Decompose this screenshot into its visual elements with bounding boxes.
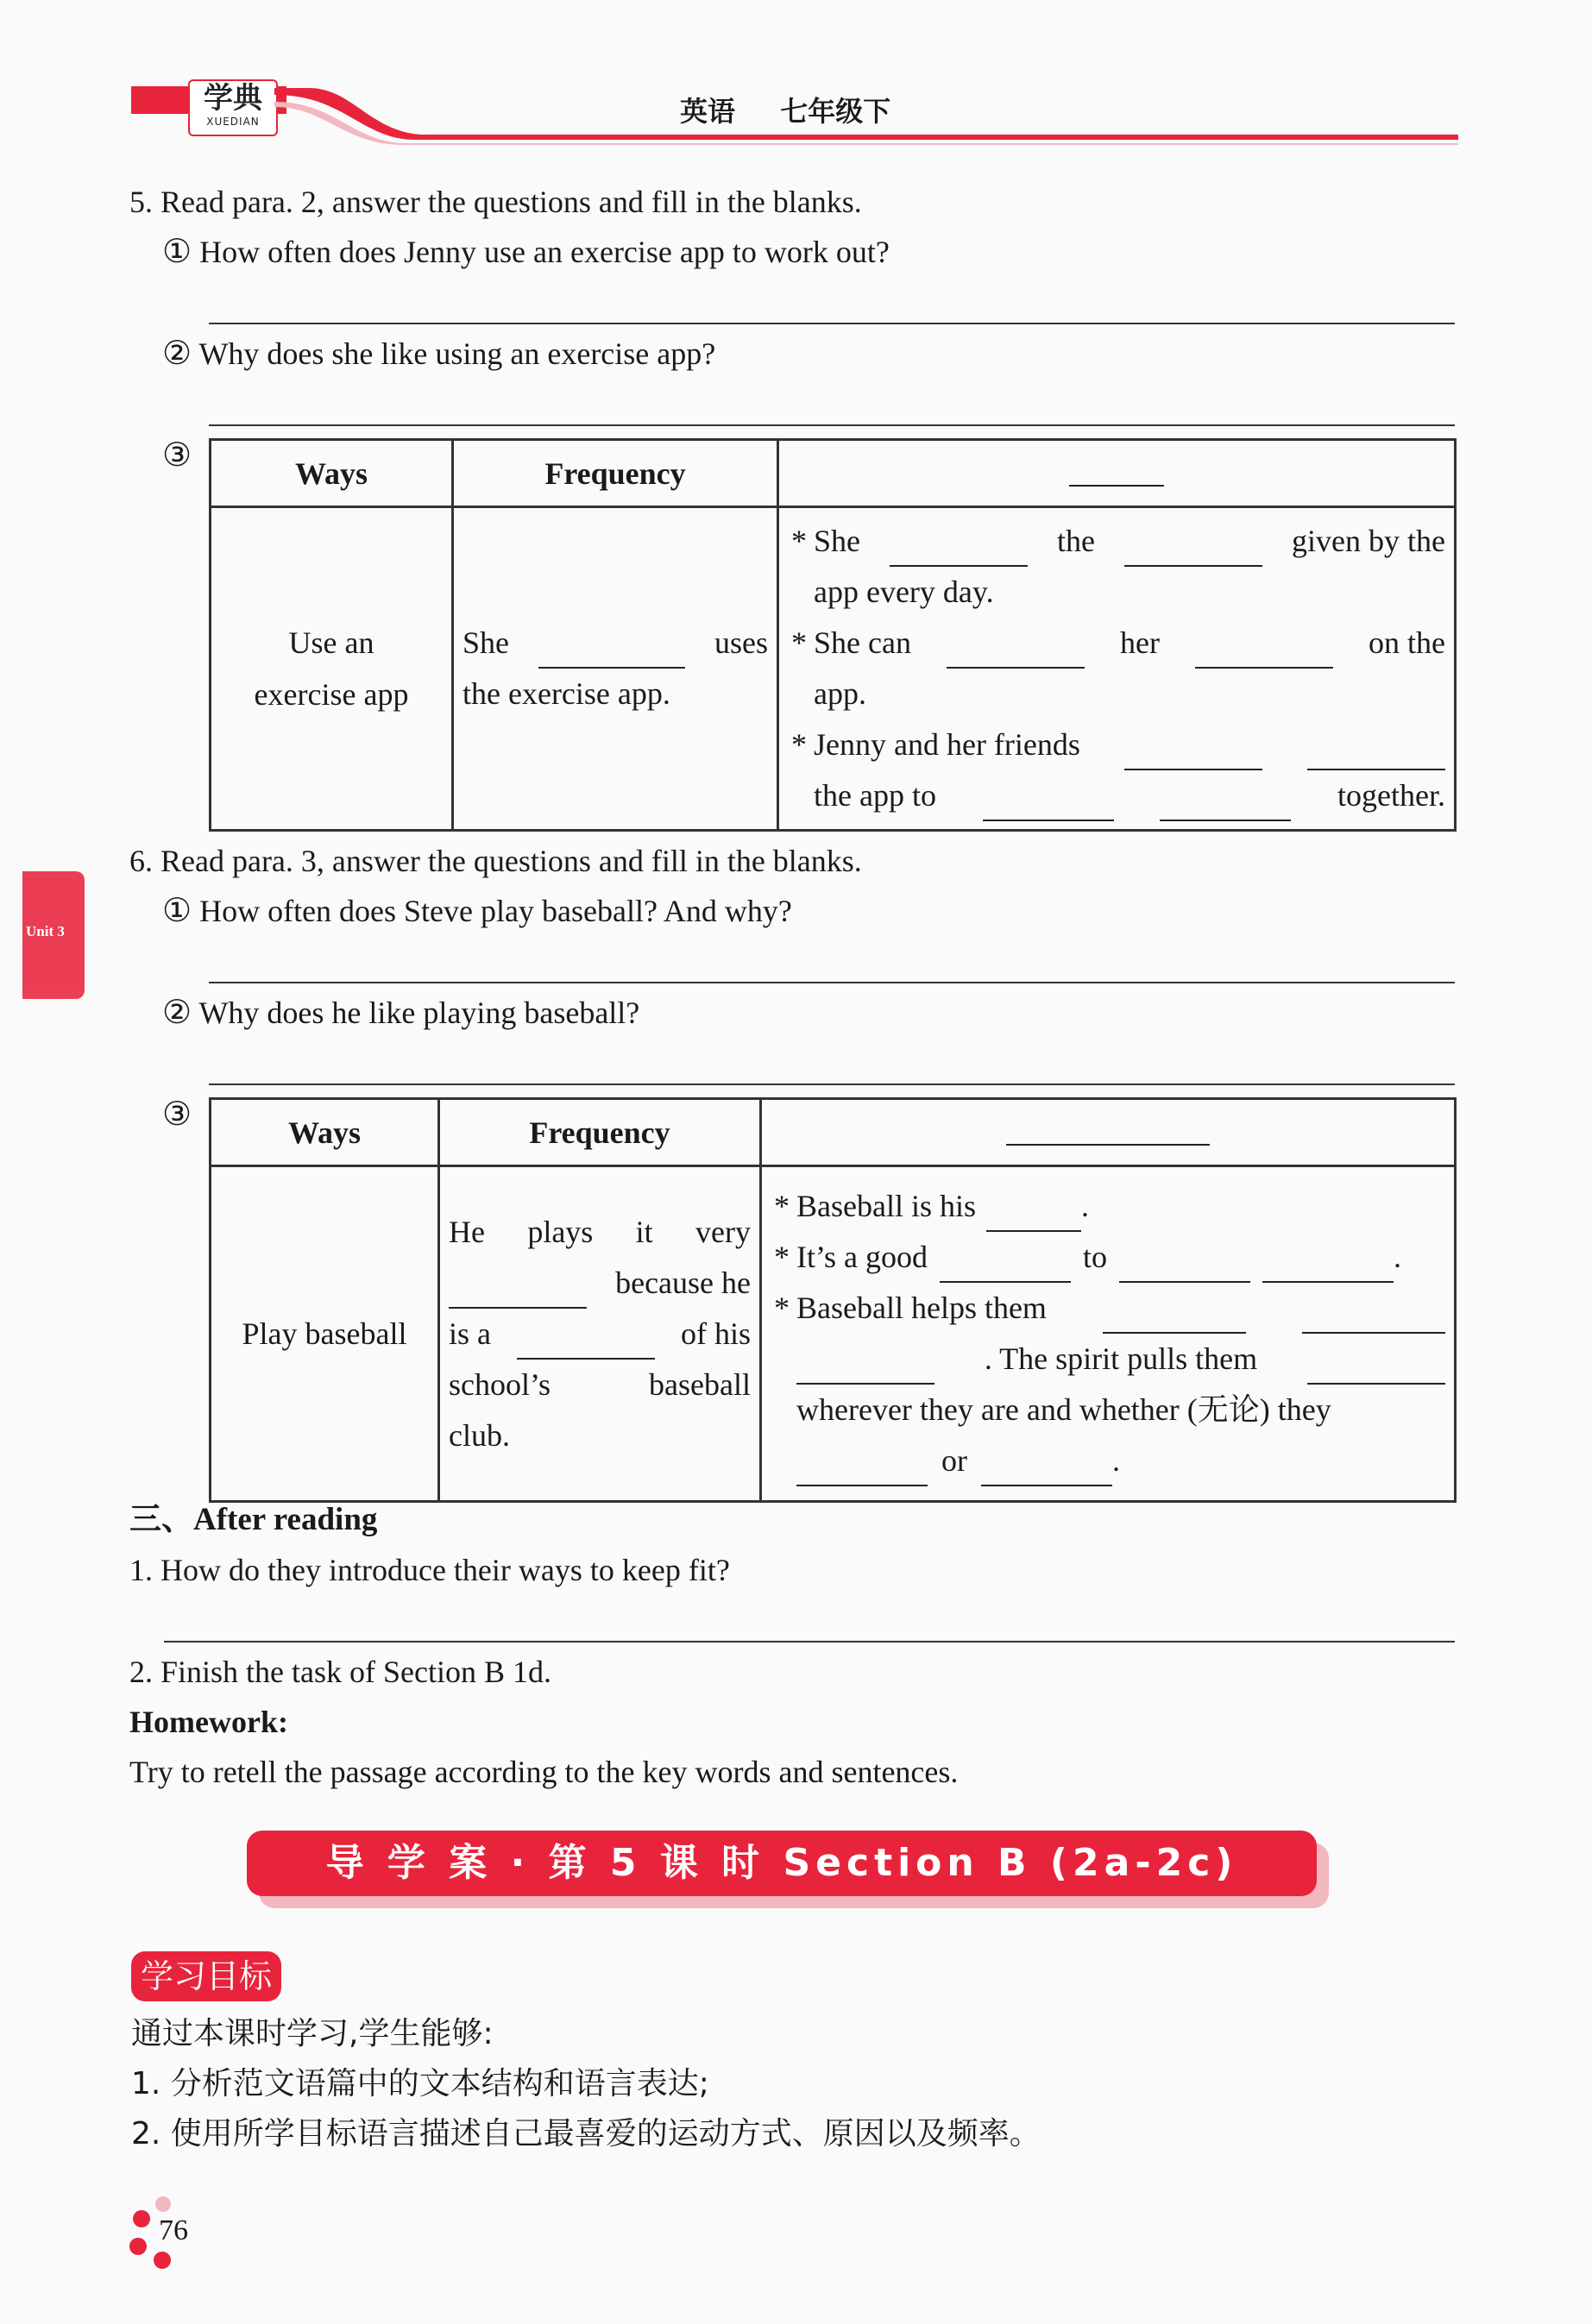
q6-r2-blank2[interactable]	[1119, 1248, 1250, 1283]
after-reading-q2: 2. Finish the task of Section B 1d.	[129, 1655, 551, 1689]
dot-icon	[155, 2196, 171, 2212]
header-logo	[188, 79, 278, 136]
q6-freq-3a: is a	[449, 1316, 491, 1351]
q5-reason-row1b	[791, 567, 1445, 618]
q6-freq-5: club.	[449, 1417, 510, 1453]
q6-r3-blank2[interactable]	[1302, 1299, 1445, 1334]
q6-frequency-cell	[439, 1166, 761, 1502]
q6-reason-cell	[761, 1166, 1456, 1502]
q6-r3b: . The spirit pulls them	[984, 1341, 1258, 1376]
q6-freq-row5	[449, 1410, 751, 1461]
q6-r2-blank3[interactable]	[1262, 1248, 1394, 1283]
q5-r1-blank1[interactable]	[890, 532, 1028, 567]
q6-r1-blank[interactable]	[986, 1197, 1081, 1232]
q6-r3-blank3[interactable]	[796, 1350, 934, 1385]
page-number: 76	[159, 2214, 188, 2246]
q5-sub1-number: ①	[162, 234, 192, 270]
q5-ways-cell	[211, 507, 453, 831]
q6-header-ways: Ways	[211, 1099, 439, 1166]
q6-r2: It’s a good	[796, 1240, 928, 1274]
q6-header-blank[interactable]	[1006, 1111, 1210, 1146]
q6-freq-row2	[449, 1258, 751, 1309]
logo-en: XUEDIAN	[206, 116, 260, 128]
q6-freq-1: He plays it very	[449, 1214, 751, 1249]
q6-answer-line-1[interactable]	[209, 982, 1455, 983]
q5-sub2-number: ②	[162, 336, 192, 372]
q5-r3-blank1[interactable]	[1124, 736, 1262, 770]
q6-freq-row4	[449, 1360, 751, 1410]
q5-table	[209, 438, 1457, 832]
q6-freq-blank2[interactable]	[517, 1325, 655, 1360]
dot-icon	[133, 2210, 150, 2227]
q6-star: *	[774, 1291, 790, 1325]
q5-answer-line-1[interactable]	[209, 323, 1455, 324]
lesson-banner-text: 导 学 案 · 第 5 课 时 Section B (2a-2c)	[325, 1841, 1238, 1885]
q6-ways-cell	[211, 1166, 439, 1502]
q5-sub2-text: Why does she like using an exercise app?	[198, 336, 716, 371]
q5-ways-line2: exercise app	[254, 677, 409, 712]
after-reading-q1: 1. How do they introduce their ways to keep fit?	[129, 1553, 730, 1587]
learning-goals-tag: 学习目标	[131, 1951, 281, 2001]
q6-r2-to: to	[1082, 1240, 1107, 1274]
q5-header-blank-cell	[778, 440, 1456, 507]
q6-freq-blank1[interactable]	[449, 1274, 587, 1309]
q6-r1-end: .	[1080, 1189, 1089, 1223]
q6-reason-row1	[774, 1181, 1445, 1232]
q5-r3-blank4[interactable]	[1160, 787, 1291, 821]
header-subject	[680, 90, 890, 129]
q5-reason-row3b	[791, 770, 1445, 821]
q6-reason-row3	[774, 1283, 1445, 1334]
q6-r3: Baseball helps them	[796, 1291, 1047, 1325]
goal-1: 1. 分析范文语篇中的文本结构和语言表达;	[131, 2066, 709, 2101]
q5-freq-she: She	[462, 625, 509, 660]
after-reading-answer-line[interactable]	[164, 1641, 1455, 1643]
q5-r2-blank1[interactable]	[947, 634, 1085, 669]
q6-reason-row3b	[774, 1334, 1445, 1385]
q5-reason-cell	[778, 507, 1456, 831]
q6-r3-blank1[interactable]	[1103, 1299, 1246, 1334]
q5-r2-line2: app.	[814, 676, 866, 711]
logo-cn: 学典	[204, 81, 262, 116]
homework-label: Homework:	[129, 1705, 288, 1739]
q6-r3-blank5[interactable]	[796, 1452, 928, 1486]
subject-label: 英语	[680, 95, 736, 128]
q6-freq-2: because he	[615, 1265, 751, 1300]
goals-intro: 通过本课时学习,学生能够:	[131, 2016, 494, 2051]
grade-label: 七年级下	[780, 95, 891, 128]
q5-r1-line2: app every day.	[814, 575, 994, 609]
q5-star: *	[791, 727, 807, 762]
q6-freq-row3	[449, 1309, 751, 1360]
unit-tab-label: Unit 3	[26, 923, 65, 939]
q5-r3-blank2[interactable]	[1307, 736, 1445, 770]
q5-r2-blank2[interactable]	[1195, 634, 1333, 669]
q6-star: *	[774, 1240, 790, 1274]
q6-sub3-number: ③	[162, 1096, 192, 1133]
q5-reason-row2b	[791, 669, 1445, 719]
q6-r1: Baseball is his	[796, 1189, 976, 1223]
q6-sub1-text: How often does Steve play baseball? And why?	[199, 894, 792, 928]
q5-r1-blank2[interactable]	[1124, 532, 1262, 567]
unit-side-tab	[22, 871, 85, 999]
q5-r1-the: the	[1057, 524, 1095, 558]
q6-header-blank-cell	[761, 1099, 1456, 1166]
dot-icon	[154, 2252, 171, 2269]
q5-ways-line1: Use an	[288, 625, 374, 660]
q6-r2-blank1[interactable]	[940, 1248, 1071, 1283]
q5-reason-row2	[791, 618, 1445, 669]
q5-sub1-text: How often does Jenny use an exercise app to work out?	[199, 235, 890, 269]
lesson-banner	[247, 1831, 1317, 1896]
q6-sub2-number: ②	[162, 995, 192, 1031]
q5-r2-she-can: She can	[814, 625, 911, 660]
q6-freq-4: school’s baseball	[449, 1366, 751, 1402]
q6-r3-blank6[interactable]	[981, 1452, 1112, 1486]
q5-frequency-line2: the exercise app.	[462, 676, 670, 711]
q5-r2-her: her	[1120, 625, 1160, 660]
q6-reason-row3c	[774, 1385, 1445, 1435]
q6-r3-or: or	[941, 1443, 967, 1478]
q6-star: *	[774, 1189, 790, 1223]
q6-answer-line-2[interactable]	[209, 1083, 1455, 1085]
q6-r2-end: .	[1394, 1240, 1401, 1274]
q6-sub2	[162, 992, 639, 1033]
q5-r3-app: the app to	[814, 778, 936, 813]
q6-r3-blank4[interactable]	[1307, 1350, 1445, 1385]
q5-r1-she: She	[814, 524, 860, 558]
q5-header-frequency: Frequency	[453, 440, 778, 507]
q6-title: 6. Read para. 3, answer the questions and fill in the blanks.	[129, 844, 862, 878]
q5-reason-row1	[791, 516, 1445, 567]
q6-freq-3b: of his	[681, 1316, 751, 1351]
q6-sub1	[162, 890, 792, 932]
after-reading-title: 三、After reading	[129, 1502, 378, 1537]
q5-r3-blank3[interactable]	[983, 787, 1114, 821]
goal-2: 2. 使用所学目标语言描述自己最喜爱的运动方式、原因以及频率。	[131, 2116, 1041, 2151]
q5-answer-line-2[interactable]	[209, 424, 1455, 426]
dot-icon	[129, 2238, 147, 2255]
q5-r3-together: together.	[1337, 778, 1445, 813]
q6-reason-row2	[774, 1232, 1445, 1283]
q5-star: *	[791, 524, 807, 558]
q5-header-ways: Ways	[211, 440, 453, 507]
q5-header-blank[interactable]	[1069, 452, 1164, 487]
q5-star: *	[791, 625, 807, 660]
q6-reason-row3d	[774, 1435, 1445, 1486]
q5-r1-given: given by the	[1291, 524, 1445, 558]
q5-frequency-cell	[453, 507, 778, 831]
q5-frequency-line1	[462, 618, 768, 669]
q5-r2-on: on the	[1369, 625, 1445, 660]
q6-r3-end: .	[1112, 1443, 1120, 1478]
q5-title: 5. Read para. 2, answer the questions and fill in the blanks.	[129, 185, 862, 219]
q5-reason-row3	[791, 719, 1445, 770]
q6-freq-row1	[449, 1207, 751, 1258]
q5-freq-blank[interactable]	[538, 634, 685, 669]
homework-text: Try to retell the passage according to the key words and sentences.	[129, 1755, 959, 1789]
q5-r3-jenny: Jenny and her friends	[814, 727, 1080, 762]
q6-r3c: wherever they are and whether (无论) they	[796, 1392, 1331, 1427]
q5-sub1	[162, 231, 890, 273]
q6-table	[209, 1097, 1457, 1503]
q5-freq-uses: uses	[714, 625, 768, 660]
q6-sub1-number: ①	[162, 893, 192, 929]
q5-sub3-number: ③	[162, 437, 192, 474]
q6-header-frequency: Frequency	[439, 1099, 761, 1166]
q6-ways-text: Play baseball	[242, 1316, 407, 1351]
q6-sub2-text: Why does he like playing baseball?	[198, 996, 640, 1030]
q5-sub2	[162, 333, 715, 374]
